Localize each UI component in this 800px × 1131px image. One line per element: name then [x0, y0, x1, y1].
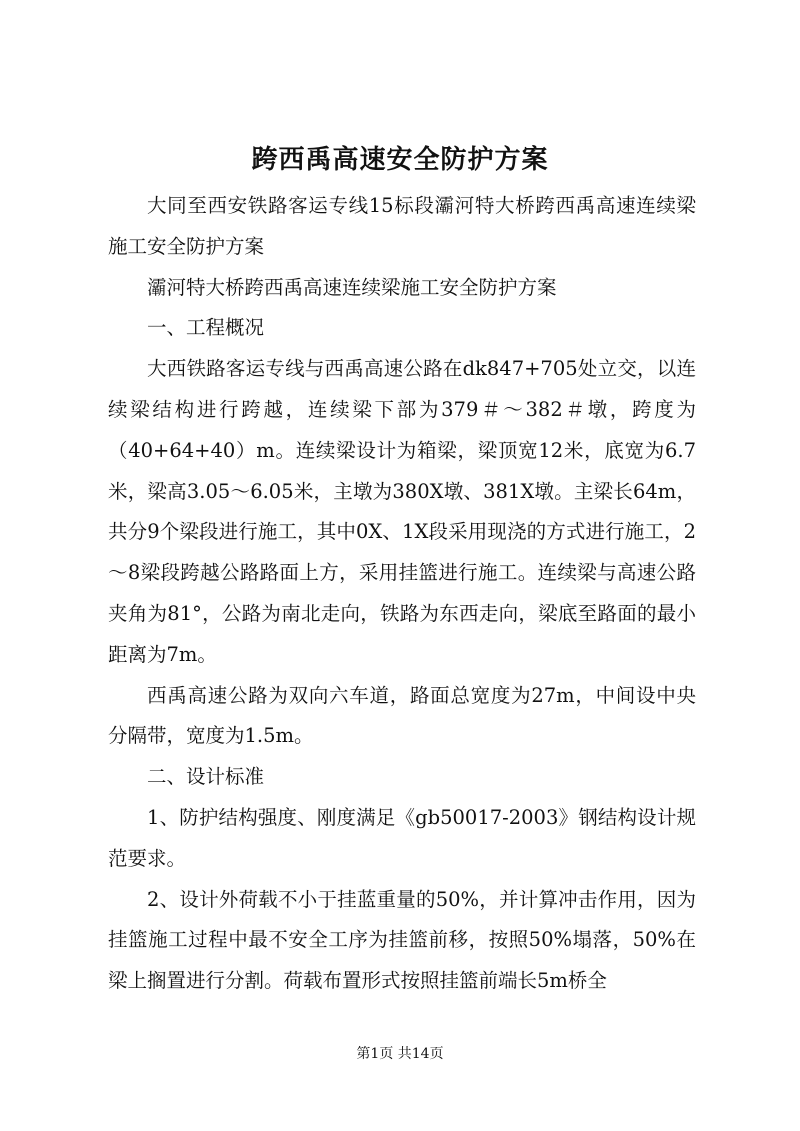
paragraph-overview: 大西铁路客运专线与西禹高速公路在dk847+705处立交，以连续梁结构进行跨越，连续梁下部为379＃～382＃墩，跨度为（40+64+40）m。连续梁设计为箱梁，梁顶宽12米，底宽为6.7米，梁高3.05～6.05米，主墩为380X墩、381X墩。主梁长64m，共分9个梁段进行施工，其中0X、1X段采用现浇的方式进行施工，2～8梁段跨越公路路面上方，采用挂篮进行施工。连续梁与高速公路夹角为81°，公路为南北走向，铁路为东西走向，梁底至路面的最小距离为7m。	[108, 357, 696, 666]
paragraph-standard-2: 2、设计外荷载不小于挂蓝重量的50%，并计算冲击作用，因为挂篮施工过程中最不安全工序为挂篮前移，按照50%塌落，50%在梁上搁置进行分割。荷载布置形式按照挂篮前端长5m桥全	[108, 887, 696, 993]
page-number-footer: 第1页 共14页	[356, 1046, 444, 1062]
section-heading-design-standards: 二、设计标准	[147, 765, 265, 789]
paragraph-project-name: 大同至西安铁路客运专线15标段灞河特大桥跨西禹高速连续梁施工安全防护方案	[108, 194, 696, 258]
section-heading-overview: 一、工程概况	[147, 316, 265, 340]
paragraph-standard-1: 1、防护结构强度、刚度满足《gb50017-2003》钢结构设计规范要求。	[108, 805, 696, 870]
document-title: 跨西禹高速安全防护方案	[251, 145, 549, 175]
paragraph-subtitle: 灞河特大桥跨西禹高速连续梁施工安全防护方案	[147, 275, 557, 299]
paragraph-highway: 西禹高速公路为双向六车道，路面总宽度为27m，中间设中央分隔带，宽度为1.5m。	[108, 683, 696, 748]
document-body	[108, 186, 696, 1002]
